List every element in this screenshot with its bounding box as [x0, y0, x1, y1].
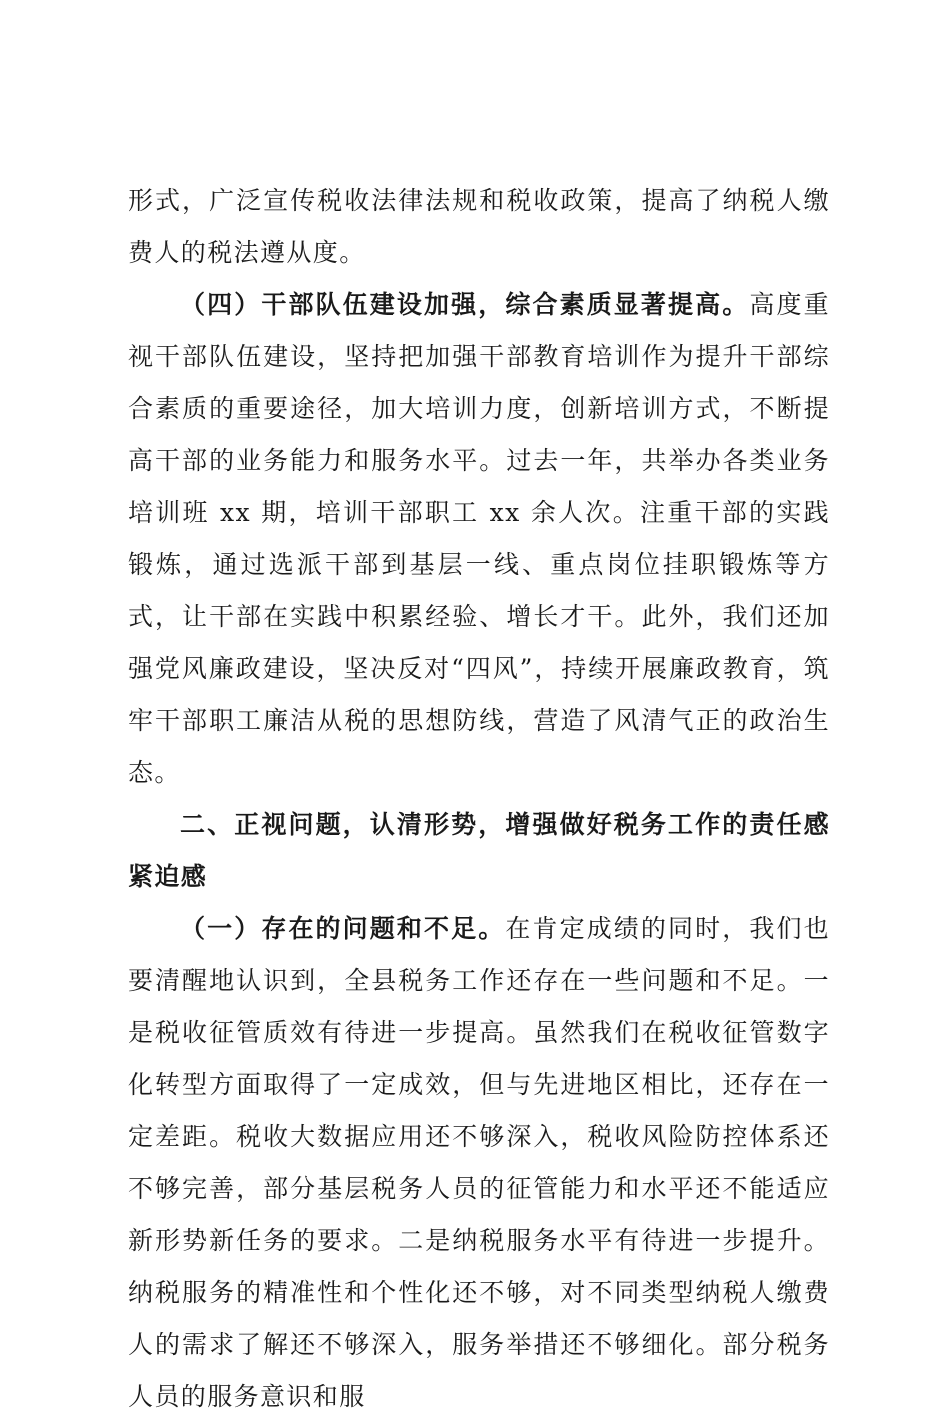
- section-4-title: （四）干部队伍建设加强，综合素质显著提高。: [180, 290, 750, 319]
- paragraph-section-4: [128, 279, 830, 799]
- paragraph-problems: [128, 903, 830, 1423]
- heading-section-2: 二、正视问题，认清形势，增强做好税务工作的责任感紧迫感: [128, 810, 830, 891]
- paragraph-continuation: 形式，广泛宣传税收法律法规和税收政策，提高了纳税人缴费人的税法遵从度。: [128, 186, 830, 267]
- section-4-body: 高度重视干部队伍建设，坚持把加强干部教育培训作为提升干部综合素质的重要途径，加大培训力度，创新培训方式，不断提高干部的业务能力和服务水平。过去一年，共举办各类业务培训班 xx 期，培训干部职工 xx 余人次。注重干部的实践锻炼，通过选派干部到基层一线、重点岗位挂职锻炼等方式，让干部在实践中积累经验、增长才干。此外，我们还加强党风廉政建设，坚决反对“四风”，持续开展廉政教育，筑牢干部职工廉洁从税的思想防线，营造了风清气正的政治生态。: [128, 290, 831, 787]
- problems-title: （一）存在的问题和不足。: [180, 914, 506, 943]
- document-body: [128, 175, 830, 1423]
- problems-body: 在肯定成绩的同时，我们也要清醒地认识到，全县税务工作还存在一些问题和不足。一是税收征管质效有待进一步提高。虽然我们在税收征管数字化转型方面取得了一定成效，但与先进地区相比，还存在一定差距。税收大数据应用还不够深入，税收风险防控体系还不够完善，部分基层税务人员的征管能力和水平还不能适应新形势新任务的要求。二是纳税服务水平有待进一步提升。纳税服务的精准性和个性化还不够，对不同类型纳税人缴费人的需求了解还不够深入，服务举措还不够细化。部分税务人员的服务意识和服: [128, 914, 830, 1411]
